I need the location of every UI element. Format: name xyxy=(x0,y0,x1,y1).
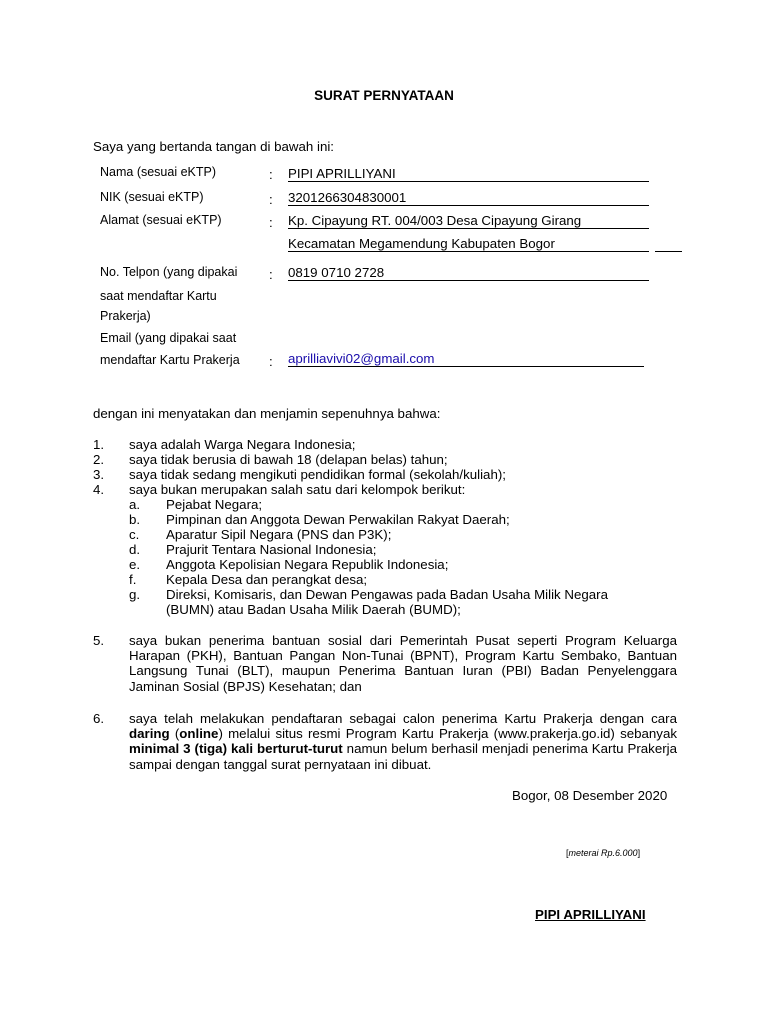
email-label-2: mendaftar Kartu Prakerja xyxy=(100,353,240,367)
statement-text: dengan ini menyatakan dan menjamin sepenuhnya bahwa: xyxy=(93,406,441,421)
date-place: Bogor, 08 Desember 2020 xyxy=(512,788,668,803)
alamat-colon: : xyxy=(269,215,273,230)
item-number: 6. xyxy=(93,711,105,726)
subitem-letter: g. xyxy=(129,587,141,602)
item-number: 5. xyxy=(93,633,105,648)
subitem-letter: f. xyxy=(129,572,137,587)
subitem-letter: e. xyxy=(129,557,141,572)
email-label-1: Email (yang dipakai saat xyxy=(100,331,237,345)
sub-list-item: Pejabat Negara; xyxy=(166,497,263,512)
nik-value: 3201266304830001 xyxy=(288,190,649,206)
email-colon: : xyxy=(269,354,273,369)
alamat-label: Alamat (sesuai eKTP) xyxy=(100,213,222,227)
alamat-line1: Kp. Cipayung RT. 004/003 Desa Cipayung Girang xyxy=(288,213,649,229)
list-item: saya bukan merupakan salah satu dari kelompok berikut: xyxy=(129,482,466,497)
nama-value: PIPI APRILLIYANI xyxy=(288,166,649,182)
sub-list-item: Direksi, Komisaris, dan Dewan Pengawas pada Badan Usaha Milik Negara xyxy=(166,587,608,602)
list-item: saya tidak berusia di bawah 18 (delapan belas) tahun; xyxy=(129,452,448,467)
telpon-label-1: No. Telpon (yang dipakai xyxy=(100,265,238,279)
nama-colon: : xyxy=(269,167,273,182)
item-number: 3. xyxy=(93,467,105,482)
signature-name: PIPI APRILLIYANI xyxy=(535,907,646,922)
subitem-letter: c. xyxy=(129,527,140,542)
telpon-label-3: Prakerja) xyxy=(100,309,151,323)
nik-label: NIK (sesuai eKTP) xyxy=(100,190,204,204)
list-item: saya tidak sedang mengikuti pendidikan formal (sekolah/kuliah); xyxy=(129,467,506,482)
telpon-colon: : xyxy=(269,267,273,282)
item-number: 2. xyxy=(93,452,105,467)
telpon-value: 0819 0710 2728 xyxy=(288,265,649,281)
item-number: 4. xyxy=(93,482,105,497)
sub-list-item: Aparatur Sipil Negara (PNS dan P3K); xyxy=(166,527,392,542)
subitem-letter: a. xyxy=(129,497,141,512)
sub-list-item: Kepala Desa dan perangkat desa; xyxy=(166,572,368,587)
alamat-line2: Kecamatan Megamendung Kabupaten Bogor xyxy=(288,236,649,252)
email-value[interactable]: aprilliavivi02@gmail.com xyxy=(288,351,644,367)
subitem-letter: d. xyxy=(129,542,141,557)
sub-list-item: Anggota Kepolisian Negara Republik Indonesia; xyxy=(166,557,449,572)
telpon-label-2: saat mendaftar Kartu xyxy=(100,289,217,303)
subitem-letter: b. xyxy=(129,512,141,527)
list-item: saya adalah Warga Negara Indonesia; xyxy=(129,437,356,452)
item5-text: saya bukan penerima bantuan sosial dari Pemerintah Pusat seperti Program Keluarga Harapan (PKH), Bantuan Pangan Non-Tunai (BPNT), Program Kartu Sembako, Bantuan Langsung Tunai (BLT), maupun Penerima Bantuan Iuran (PBI) Badan Penyelenggara Jaminan Sosial (BPJS) Kesehatan; dan xyxy=(129,633,677,694)
nik-colon: : xyxy=(269,192,273,207)
intro-text: Saya yang bertanda tangan di bawah ini: xyxy=(93,139,334,154)
item-number: 1. xyxy=(93,437,105,452)
sub-list-item-cont: (BUMN) atau Badan Usaha Milik Daerah (BUMD); xyxy=(166,602,461,617)
sub-list-item: Prajurit Tentara Nasional Indonesia; xyxy=(166,542,377,557)
nama-label: Nama (sesuai eKTP) xyxy=(100,165,217,179)
alamat-underline-extra xyxy=(655,236,682,252)
page-title: SURAT PERNYATAAN xyxy=(314,88,454,103)
item6-text: saya telah melakukan pendaftaran sebagai calon penerima Kartu Prakerja dengan cara daring (online) melalui situs resmi Program Kartu Prakerja (www.prakerja.go.id) sebanyak minimal 3 (tiga) kali berturut-turut namun belum berhasil menjadi penerima Kartu Prakerja sampai dengan tanggal surat pernyataan ini dibuat. xyxy=(129,711,678,772)
meterai-note: [meterai Rp.6.000] xyxy=(566,848,641,858)
sub-list-item: Pimpinan dan Anggota Dewan Perwakilan Rakyat Daerah; xyxy=(166,512,510,527)
